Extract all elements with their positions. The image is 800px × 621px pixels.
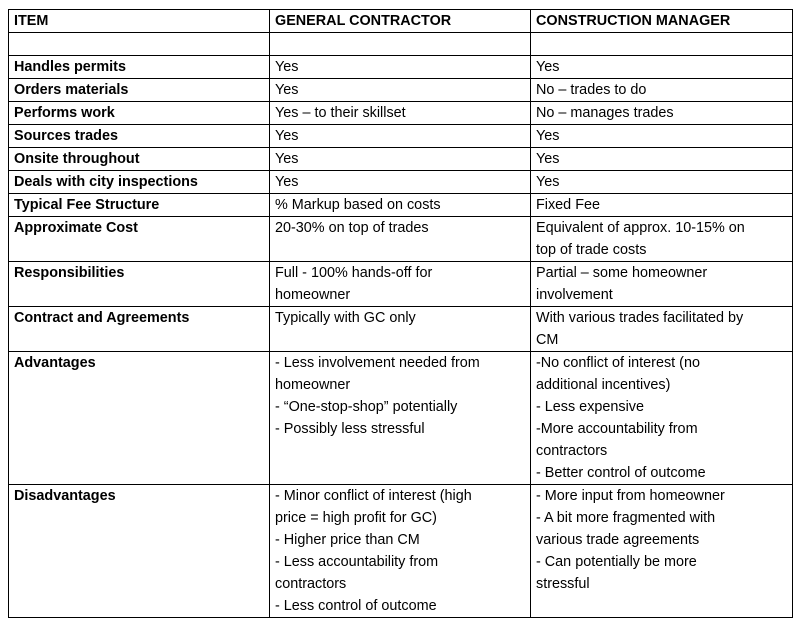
construction-manager-cell xyxy=(531,307,793,352)
general-contractor-cell xyxy=(270,262,531,307)
construction-manager-cell xyxy=(531,102,793,125)
row-item-label: Deals with city inspections xyxy=(9,171,270,194)
general-contractor-cell xyxy=(270,125,531,148)
cell-line: No – manages trades xyxy=(536,105,674,121)
cell-line: Yes xyxy=(536,128,560,144)
header-construction-manager: CONSTRUCTION MANAGER xyxy=(531,10,793,33)
header-item: ITEM xyxy=(9,10,270,33)
row-item-label: Typical Fee Structure xyxy=(9,194,270,217)
row-item-label: Sources trades xyxy=(9,125,270,148)
blank-cell xyxy=(270,33,531,56)
row-item-label: Disadvantages xyxy=(9,485,270,618)
cell-line: contractors xyxy=(275,576,347,592)
cell-line: - Less involvement needed from xyxy=(275,355,480,371)
cell-line: additional incentives) xyxy=(536,377,671,393)
cell-line: - Can potentially be more xyxy=(536,554,697,570)
general-contractor-cell xyxy=(270,171,531,194)
cell-line: Yes xyxy=(275,82,299,98)
cell-line: Partial – some homeowner xyxy=(536,265,708,281)
cell-line: Full - 100% hands-off for xyxy=(275,265,433,281)
construction-manager-cell xyxy=(531,125,793,148)
cell-line: CM xyxy=(536,332,559,348)
comparison-table xyxy=(8,9,793,618)
cell-line: Yes xyxy=(536,174,560,190)
table-row xyxy=(9,56,793,79)
general-contractor-cell xyxy=(270,148,531,171)
cell-line: % Markup based on costs xyxy=(275,197,441,213)
row-item-label: Advantages xyxy=(9,352,270,485)
table-row xyxy=(9,102,793,125)
blank-cell xyxy=(9,33,270,56)
cell-line: -More accountability from xyxy=(536,421,698,437)
row-item-label: Orders materials xyxy=(9,79,270,102)
general-contractor-cell xyxy=(270,352,531,485)
cell-line: - Better control of outcome xyxy=(536,465,706,481)
cell-line: 20-30% on top of trades xyxy=(275,220,429,236)
cell-line: - Less expensive xyxy=(536,399,644,415)
cell-line: - Higher price than CM xyxy=(275,532,420,548)
cell-line: - A bit more fragmented with xyxy=(536,510,716,526)
construction-manager-cell xyxy=(531,194,793,217)
cell-line: With various trades facilitated by xyxy=(536,310,744,326)
cell-line: -No conflict of interest (no xyxy=(536,355,700,371)
cell-line: price = high profit for GC) xyxy=(275,510,437,526)
general-contractor-cell xyxy=(270,485,531,618)
cell-line: various trade agreements xyxy=(536,532,700,548)
table-row xyxy=(9,79,793,102)
cell-line: Yes xyxy=(275,128,299,144)
cell-line: - Less accountability from xyxy=(275,554,439,570)
construction-manager-cell xyxy=(531,148,793,171)
cell-line: Yes xyxy=(275,151,299,167)
cell-line: - Less control of outcome xyxy=(275,598,437,614)
cell-line: Yes xyxy=(275,174,299,190)
cell-line: - “One-stop-shop” potentially xyxy=(275,399,458,415)
blank-cell xyxy=(531,33,793,56)
general-contractor-cell xyxy=(270,79,531,102)
table-row xyxy=(9,262,793,307)
row-item-label: Handles permits xyxy=(9,56,270,79)
row-item-label: Onsite throughout xyxy=(9,148,270,171)
cell-line: - Possibly less stressful xyxy=(275,421,425,437)
row-item-label: Approximate Cost xyxy=(9,217,270,262)
general-contractor-cell xyxy=(270,307,531,352)
construction-manager-cell xyxy=(531,79,793,102)
table-row xyxy=(9,171,793,194)
cell-line: contractors xyxy=(536,443,608,459)
cell-line: Fixed Fee xyxy=(536,197,600,213)
general-contractor-cell xyxy=(270,194,531,217)
cell-line: - Minor conflict of interest (high xyxy=(275,488,472,504)
general-contractor-cell xyxy=(270,56,531,79)
table-row xyxy=(9,485,793,618)
general-contractor-cell xyxy=(270,102,531,125)
cell-line: homeowner xyxy=(275,287,351,303)
header-general-contractor: GENERAL CONTRACTOR xyxy=(270,10,531,33)
header-row xyxy=(9,10,793,33)
cell-line: No – trades to do xyxy=(536,82,647,98)
row-item-label: Contract and Agreements xyxy=(9,307,270,352)
general-contractor-cell xyxy=(270,217,531,262)
row-item-label: Performs work xyxy=(9,102,270,125)
construction-manager-cell xyxy=(531,171,793,194)
cell-line: stressful xyxy=(536,576,590,592)
construction-manager-cell xyxy=(531,485,793,618)
cell-line: Yes xyxy=(536,151,560,167)
cell-line: Yes xyxy=(536,59,560,75)
blank-row xyxy=(9,33,793,56)
table-row xyxy=(9,194,793,217)
cell-line: top of trade costs xyxy=(536,242,647,258)
cell-line: Yes xyxy=(275,59,299,75)
construction-manager-cell xyxy=(531,56,793,79)
cell-line: Typically with GC only xyxy=(275,310,416,326)
cell-line: Equivalent of approx. 10-15% on xyxy=(536,220,745,236)
construction-manager-cell xyxy=(531,262,793,307)
construction-manager-cell xyxy=(531,352,793,485)
cell-line: involvement xyxy=(536,287,613,303)
cell-line: homeowner xyxy=(275,377,351,393)
table-row xyxy=(9,217,793,262)
cell-line: - More input from homeowner xyxy=(536,488,725,504)
table-row xyxy=(9,148,793,171)
table-row xyxy=(9,352,793,485)
construction-manager-cell xyxy=(531,217,793,262)
row-item-label: Responsibilities xyxy=(9,262,270,307)
cell-line: Yes – to their skillset xyxy=(275,105,406,121)
table-row xyxy=(9,307,793,352)
table-row xyxy=(9,125,793,148)
